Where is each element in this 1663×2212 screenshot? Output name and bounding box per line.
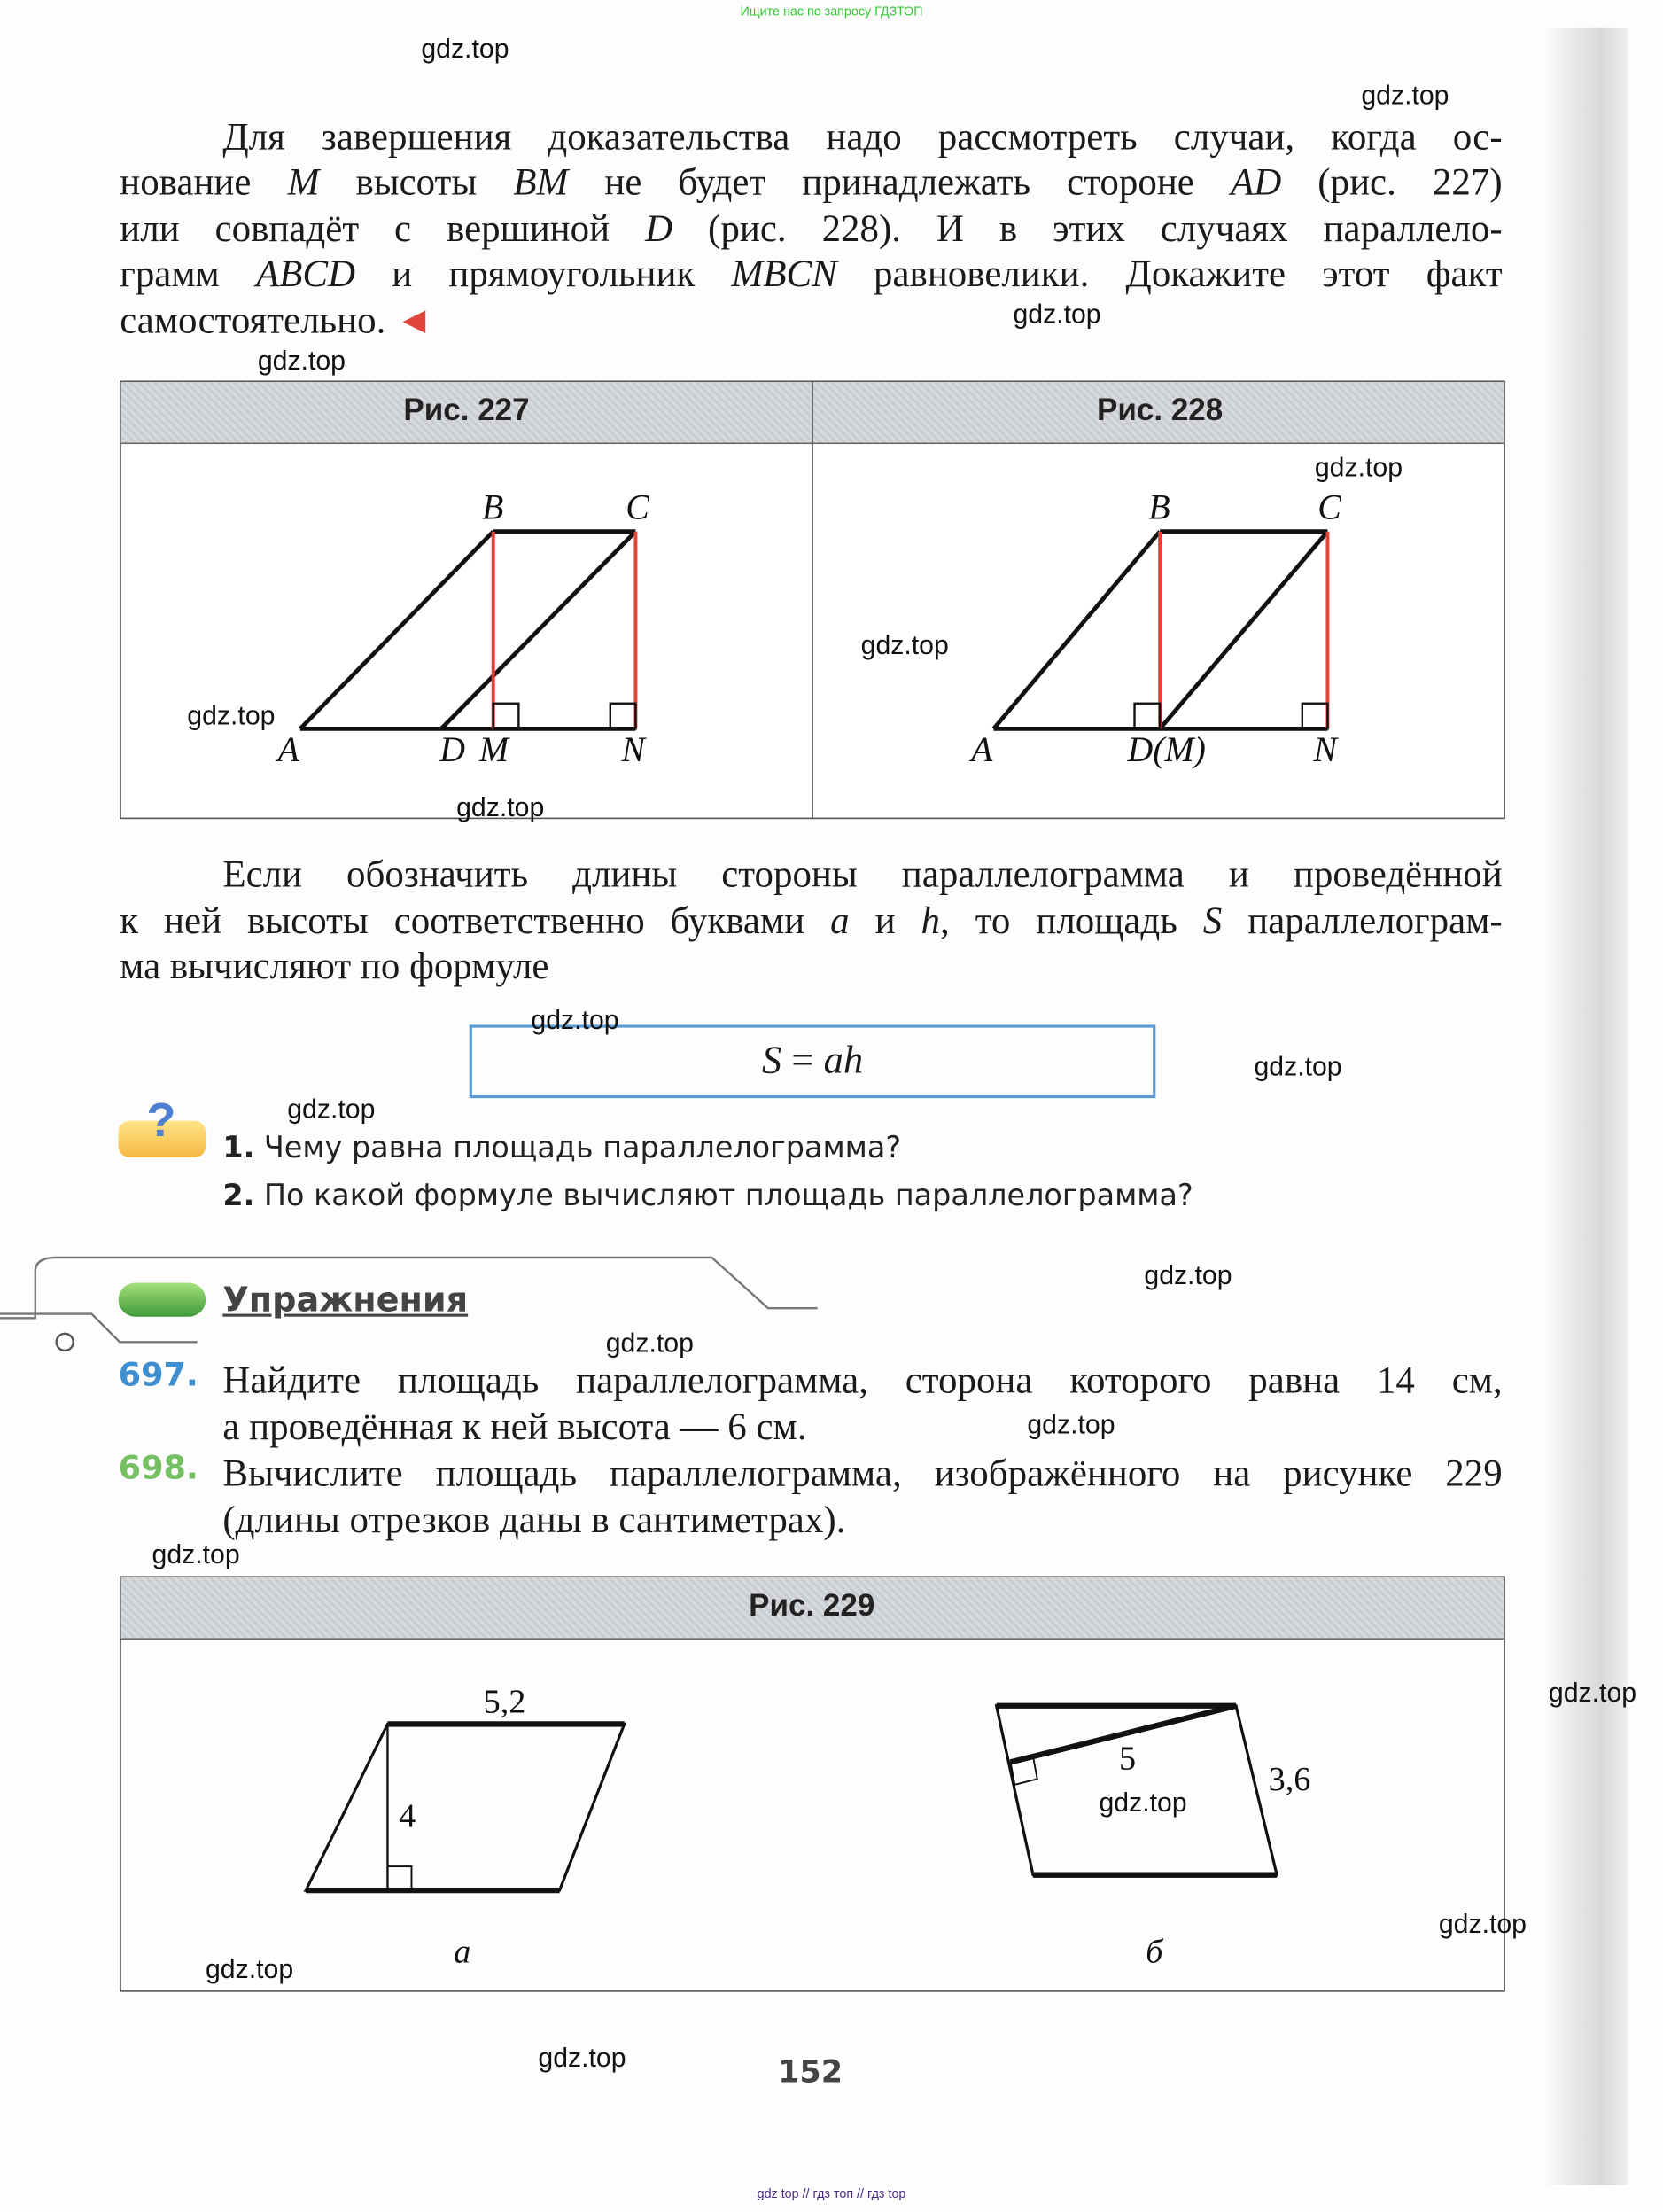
- label-n: N: [621, 729, 646, 769]
- text-segment: и: [849, 899, 921, 942]
- text-segment: грамм: [120, 252, 256, 295]
- label-a: A: [970, 729, 993, 769]
- caption-a: а: [454, 1933, 471, 1971]
- search-hint: Ищите нас по запросу ГДЗТОП: [740, 4, 923, 19]
- math-variable: S: [761, 1039, 782, 1083]
- figure-228-title: Рис. 228: [1097, 392, 1224, 427]
- text-segment: не будет принадлежать стороне: [568, 160, 1231, 204]
- exercise-number: 698.: [118, 1450, 198, 1488]
- math-variable: ah: [823, 1039, 864, 1083]
- caption-b: б: [1146, 1933, 1163, 1971]
- question-1: [222, 1131, 901, 1164]
- watermark: gdz.top: [1314, 454, 1403, 484]
- watermark: gdz.top: [1013, 300, 1101, 331]
- text-segment: Если обозначить длины стороны параллелограмма и проведённой: [222, 853, 1503, 896]
- math-variable: MBCN: [731, 252, 837, 295]
- question-mark-icon: ?: [146, 1094, 176, 1148]
- text-segment: (рис. 227): [1281, 160, 1503, 204]
- math-variable: S: [1202, 899, 1223, 942]
- watermark: gdz.top: [1027, 1411, 1115, 1441]
- text-line: [120, 898, 1502, 943]
- math-variable: ABCD: [255, 252, 356, 295]
- exercise-698-line: (длины отрезков даны в сантиметрах).: [222, 1498, 846, 1541]
- exercises-icon: [119, 1283, 206, 1317]
- watermark: gdz.top: [538, 2044, 626, 2074]
- exercise-698-line: Вычислите площадь параллелограмма, изображённого на рисунке 229: [222, 1452, 1503, 1495]
- exercise-697-line: а проведённая к ней высота — 6 см.: [222, 1405, 807, 1448]
- figure-227-drawing: [300, 532, 636, 729]
- exercise-number: 697.: [118, 1357, 198, 1395]
- page-number: 152: [778, 2055, 843, 2091]
- text-segment: Для завершения доказательства надо рассмотреть случаи, когда ос-: [222, 115, 1503, 159]
- text-line: [120, 852, 1502, 897]
- question-text: По какой формуле вычисляют площадь параллелограмма?: [263, 1178, 1193, 1213]
- label-n: N: [1313, 729, 1338, 769]
- label-b: B: [482, 487, 504, 527]
- watermark: gdz.top: [605, 1329, 694, 1359]
- label-m: M: [478, 729, 509, 769]
- question-number: 2.: [222, 1178, 255, 1213]
- math-variable: M: [287, 160, 320, 204]
- text-segment: нование: [120, 160, 288, 204]
- watermark: gdz.top: [1144, 1261, 1232, 1292]
- text-segment: равновелики. Докажите этот факт: [836, 252, 1503, 295]
- math-variable: h: [921, 899, 941, 942]
- text-line: [120, 943, 1502, 988]
- watermark: gdz.top: [1361, 82, 1449, 112]
- text-segment: высоты: [319, 160, 514, 204]
- math-variable: a: [830, 899, 850, 942]
- text-segment: или совпадёт с вершиной: [120, 206, 646, 250]
- text-segment: самостоятельно.: [120, 299, 396, 341]
- figure-229-title: Рис. 229: [749, 1587, 875, 1623]
- label-height: 4: [399, 1797, 416, 1835]
- math-variable: AD: [1230, 160, 1282, 204]
- watermark: gdz.top: [1548, 1678, 1637, 1709]
- text-segment: =: [781, 1039, 824, 1083]
- label-b: B: [1148, 487, 1170, 527]
- watermark: gdz.top: [287, 1094, 376, 1125]
- watermark: gdz.top: [860, 631, 949, 662]
- math-variable: BM: [513, 160, 569, 204]
- figure-228-drawing: [993, 532, 1327, 729]
- text-segment: ма вычисляют по формуле: [120, 944, 549, 987]
- label-dm: D(M): [1127, 729, 1206, 769]
- text-segment: параллелограм-: [1222, 899, 1503, 942]
- label-c: C: [626, 487, 649, 527]
- watermark: gdz.top: [1254, 1053, 1342, 1083]
- exercise-697-line: Найдите площадь параллелограмма, сторона которого равна 14 см,: [222, 1359, 1503, 1402]
- label-side: 3,6: [1268, 1761, 1311, 1799]
- watermark: gdz.top: [1099, 1788, 1187, 1819]
- exercises-title: Упражнения: [222, 1280, 469, 1320]
- end-of-proof-marker: ◄: [395, 299, 433, 341]
- label-c: C: [1317, 487, 1341, 527]
- figure-227-title: Рис. 227: [403, 392, 530, 427]
- watermark: gdz.top: [205, 1955, 294, 1985]
- watermark: gdz.top: [421, 35, 509, 66]
- text-segment: , то площадь: [940, 899, 1203, 942]
- label-height: 5: [1119, 1740, 1137, 1778]
- watermark: gdz.top: [531, 1006, 619, 1037]
- text-segment: и прямоугольник: [355, 252, 732, 295]
- question-number: 1.: [222, 1130, 255, 1164]
- label-a: A: [277, 729, 299, 769]
- math-variable: D: [645, 206, 673, 250]
- watermark: gdz.top: [456, 793, 545, 823]
- watermark: gdz.top: [1438, 1910, 1527, 1940]
- text-segment: (рис. 228). И в этих случаях параллело-: [672, 206, 1503, 250]
- watermark: gdz.top: [187, 702, 276, 732]
- question-text: Чему равна площадь параллелограмма?: [263, 1130, 902, 1164]
- question-2: [222, 1179, 1193, 1212]
- figure-229: [120, 1576, 1505, 1991]
- watermark: gdz.top: [257, 347, 346, 377]
- text-segment: к ней высоты соответственно буквами: [120, 899, 831, 942]
- watermark: gdz.top: [152, 1540, 240, 1571]
- label-d: D: [439, 729, 466, 769]
- footer-note: gdz top // гдз топ // гдз top: [757, 2186, 906, 2201]
- label-top-side: 5,2: [483, 1683, 526, 1721]
